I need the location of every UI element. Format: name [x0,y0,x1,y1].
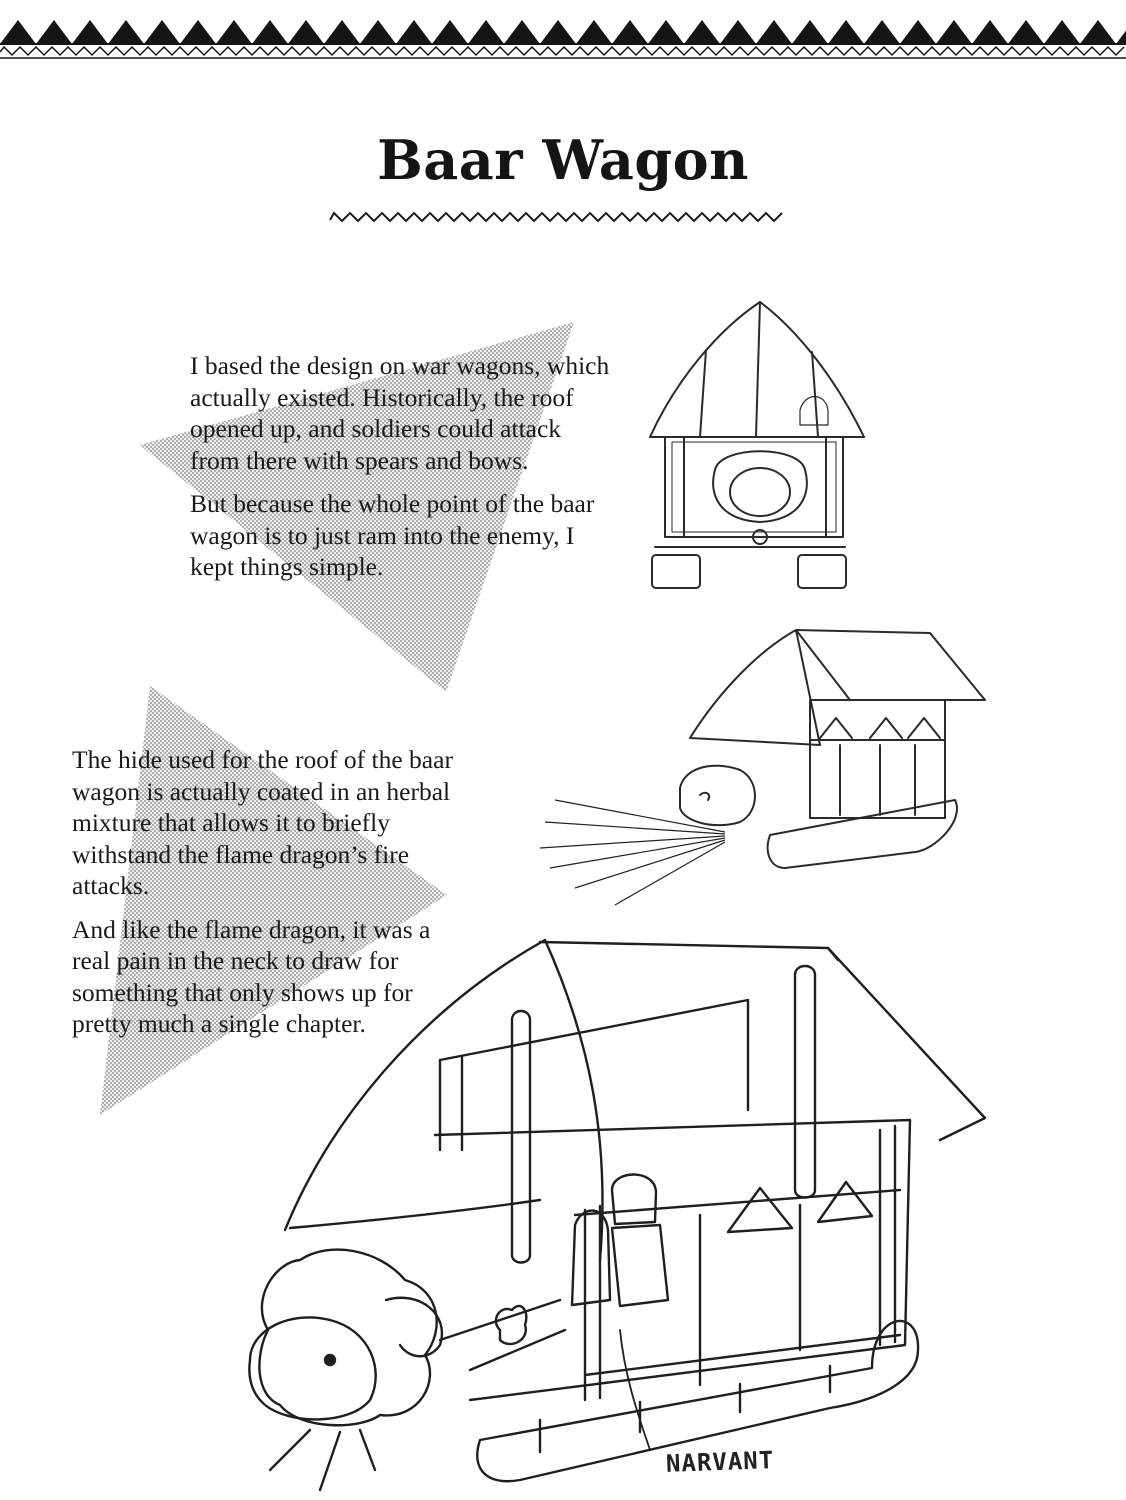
baar-swarm-sketch [540,800,725,905]
zigzag-border [0,20,1126,58]
note-paragraph: The hide used for the roof of the baar wagon is actually coated in an herbal mixture that allows it to briefly withstand the flame dragon’s fire attacks. [72,745,453,900]
note-paragraph: But because the whole point of the baar wagon is to just ram into the enemy, I kept things simple. [190,489,595,581]
zigzag-underline [330,213,782,221]
sketch-label: NARVANT [665,1446,775,1478]
note-paragraph: And like the flame dragon, it was a real pain in the neck to draw for something that only shows up for pretty much a single chapter. [72,914,431,1038]
wagon-side-sketch [680,630,985,868]
note-paragraph: I based the design on war wagons, which actually existed. Historically, the roof opened up, and soldiers could attack from there with spears and bows. [190,351,610,475]
note-block-2 [72,744,472,1040]
page-title: Baar Wagon [377,128,749,192]
wagon-front-sketch [650,302,864,588]
note-block-1 [190,350,610,583]
